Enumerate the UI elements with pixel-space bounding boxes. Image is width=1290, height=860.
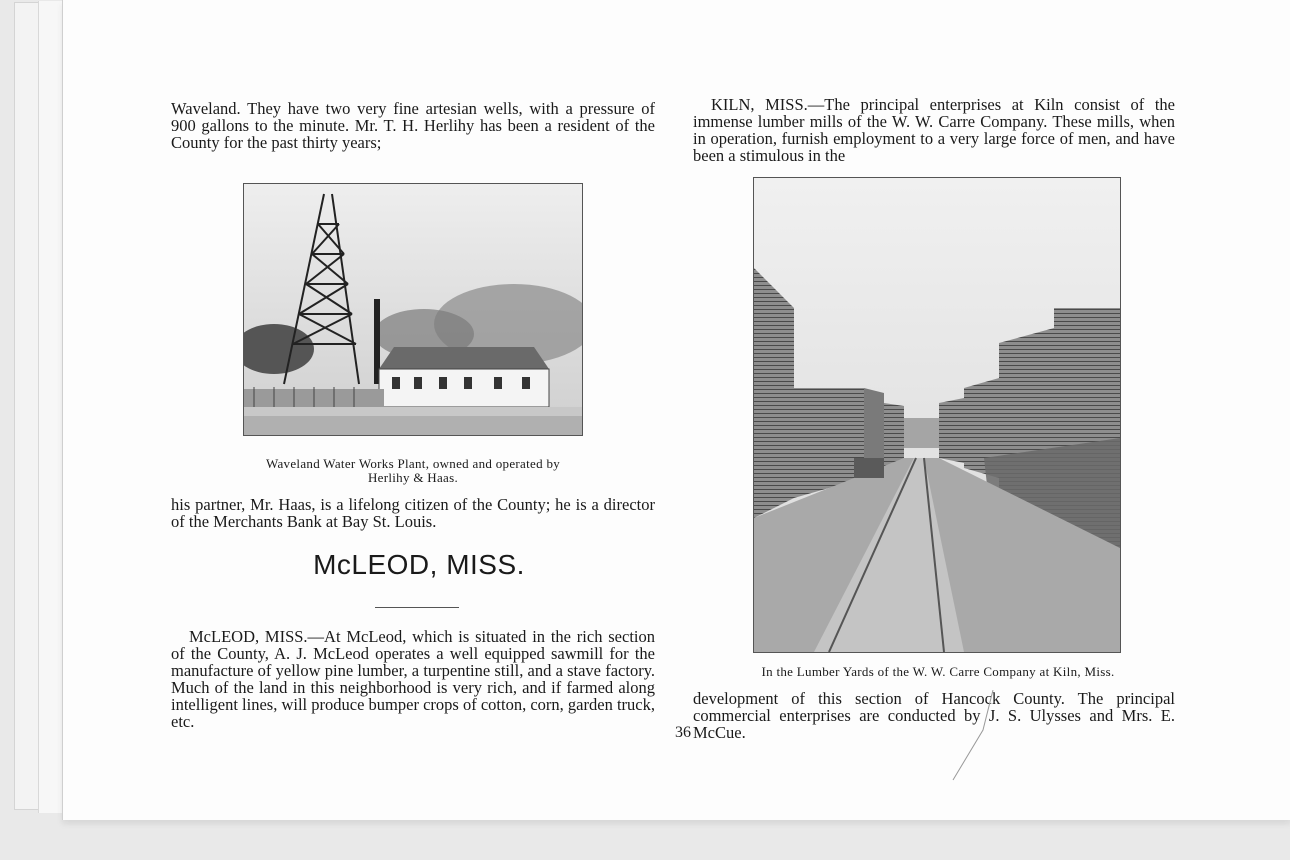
lumber-yard-photo	[753, 177, 1121, 653]
kiln-intro-paragraph: KILN, MISS.—The principal enterprises at Kiln consist of the immense lumber mills of the W. W. Carre Company. These mills, when in operation, furnish employment to a very large force of men, and have been a stimulous in the	[693, 95, 1175, 165]
lumber-yard-caption: In the Lumber Yards of the W. W. Carre Company at Kiln, Miss.	[761, 664, 1115, 679]
waveland-intro-paragraph: Waveland. They have two very fine artesian wells, with a pressure of 900 gallons to the minute. Mr. T. H. Herlihy has been a resident of the County for the past thirty years;	[171, 99, 655, 152]
page-number: 36	[675, 724, 691, 741]
caption-line-1: Waveland Water Works Plant, owned and operated by	[265, 456, 561, 471]
book-page	[62, 0, 1290, 820]
page-tear-mark	[933, 690, 1013, 790]
mcleod-paragraph: McLEOD, MISS.—At McLeod, which is situated in the rich section of the County, A. J. McLeod operates a well equipped sawmill for the manufacture of yellow pine lumber, a turpentine still, and a stave factory. Much of the land in this neighborhood is very rich, and if farmed along intelligent lines, will produce bumper crops of cotton, corn, garden truck, etc.	[171, 627, 655, 731]
haas-paragraph: his partner, Mr. Haas, is a lifelong citizen of the County; he is a director of the Merchants Bank at Bay St. Louis.	[171, 495, 655, 531]
mcleod-section-heading: McLEOD, MISS.	[313, 549, 525, 580]
kiln-continued-paragraph: development of this section of Hancock County. The principal commercial enterprises are conducted by J. S. Ulysses and Mrs. E. McCue.	[693, 689, 1175, 742]
water-works-illustration	[244, 184, 582, 435]
waveland-water-works-photo	[243, 183, 583, 436]
caption-line-2: Herlihy & Haas.	[367, 470, 459, 485]
section-divider	[375, 607, 459, 608]
lumber-yard-illustration	[754, 178, 1120, 652]
water-works-caption	[213, 457, 613, 485]
